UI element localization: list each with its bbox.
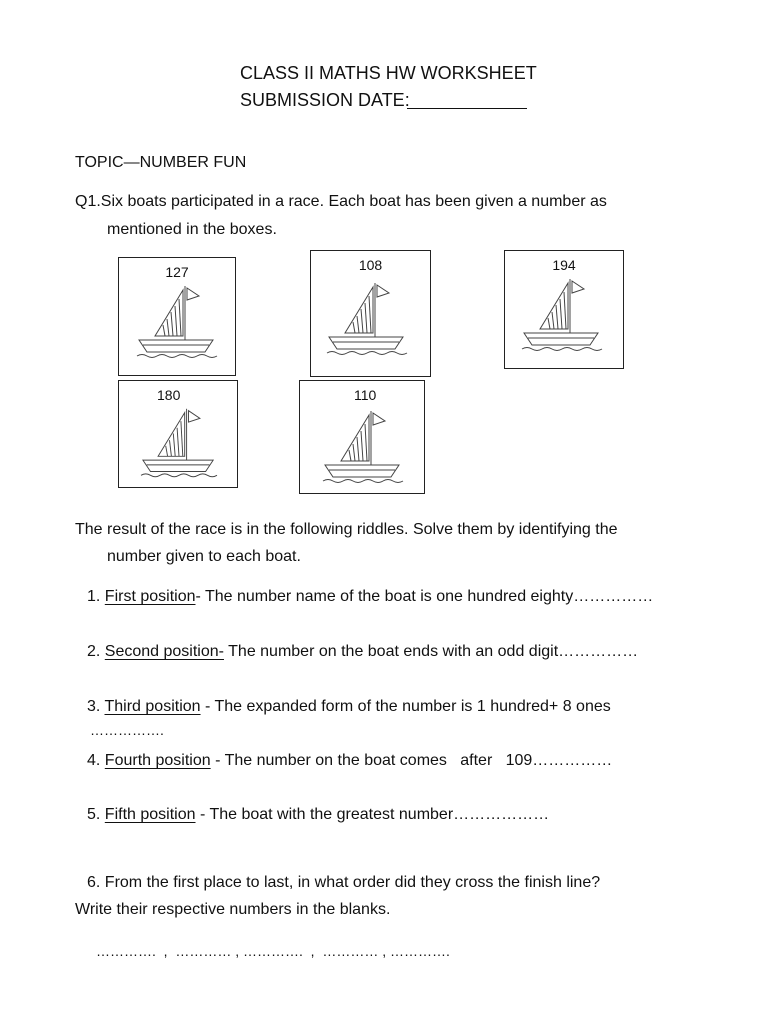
riddle-4 xyxy=(87,751,612,771)
sailboat-icon xyxy=(133,282,221,362)
boat-box-1 xyxy=(118,257,236,376)
order-answer-blanks: …………. , ………… , …………. , ………… , …………. xyxy=(96,943,450,959)
sailboat-icon xyxy=(321,279,413,359)
intro-line-2: number given to each boat. xyxy=(107,548,301,565)
riddle-5 xyxy=(87,805,549,825)
topic-heading: TOPIC—NUMBER FUN xyxy=(75,154,247,171)
submission-date-blank xyxy=(407,108,527,109)
riddle-text: The number on the boat ends with an odd digit…………… xyxy=(223,643,639,660)
question-1-line-2: mentioned in the boxes. xyxy=(107,221,277,238)
boat-number: 180 xyxy=(157,387,181,403)
riddle-1 xyxy=(87,587,653,607)
intro-line-1: The result of the race is in the following riddles. Solve them by identifying the xyxy=(75,521,618,538)
riddle-label: Fourth position xyxy=(104,752,211,769)
boat-number: 110 xyxy=(354,387,377,403)
question-6-line-2: Write their respective numbers in the blanks. xyxy=(75,901,391,918)
boat-number: 194 xyxy=(552,257,576,273)
sailboat-icon xyxy=(135,405,223,481)
boat-box-2 xyxy=(310,250,431,377)
riddle-text: - The expanded form of the number is 1 hundred+ 8 ones xyxy=(200,698,611,715)
boat-number: 127 xyxy=(165,264,189,280)
question-6-line-1: 6. From the first place to last, in what order did they cross the finish line? xyxy=(87,874,601,891)
submission-date-label: SUBMISSION DATE: xyxy=(240,90,410,110)
riddle-label: Third position xyxy=(104,698,201,715)
riddle-number: 5. xyxy=(87,806,101,823)
riddle-3 xyxy=(87,697,611,717)
worksheet-title: CLASS II MATHS HW WORKSHEET xyxy=(240,63,537,83)
sailboat-icon xyxy=(517,275,607,355)
riddle-label: Second position- xyxy=(104,643,224,660)
riddle-text: - The number on the boat comes after 109…………… xyxy=(210,752,613,769)
riddle-label: Fifth position xyxy=(104,806,196,823)
riddle-number: 2. xyxy=(87,643,101,660)
riddle-2 xyxy=(87,642,638,662)
boat-number: 108 xyxy=(358,257,383,273)
question-1-line-1: Q1.Six boats participated in a race. Each boat has been given a number as xyxy=(75,193,607,210)
boat-box-4 xyxy=(118,380,238,488)
riddle-number: 4. xyxy=(87,752,101,769)
sailboat-icon xyxy=(316,407,410,487)
boat-box-5 xyxy=(299,380,425,494)
riddle-number: 3. xyxy=(87,698,101,715)
riddle-3-answer-blank: ……………. xyxy=(90,722,164,738)
boat-box-3 xyxy=(504,250,624,369)
riddle-text: - The boat with the greatest number……………… xyxy=(195,806,550,823)
riddle-label: First position xyxy=(104,588,196,605)
riddle-number: 1. xyxy=(87,588,101,605)
riddle-text: - The number name of the boat is one hundred eighty…………… xyxy=(195,588,654,605)
